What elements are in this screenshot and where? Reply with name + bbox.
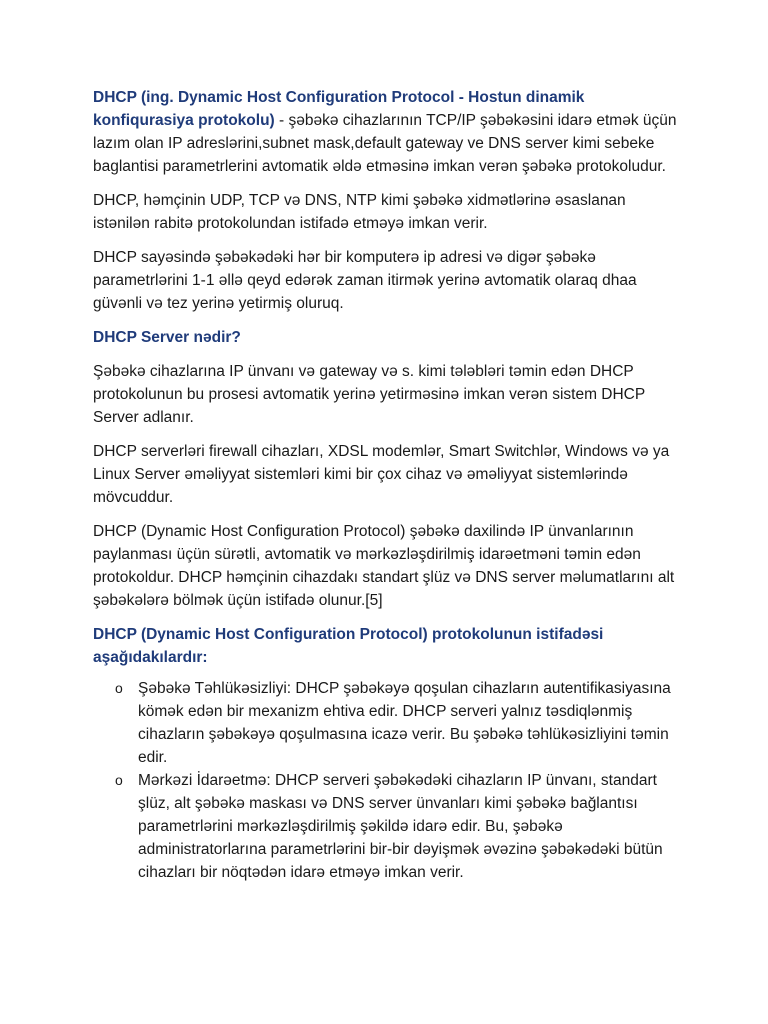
paragraph-benefits: DHCP sayəsində şəbəkədəki hər bir komputerə ip adresi və digər şəbəkə parametrlərini 1-1 əllə qeyd edərək zaman itirmək yerinə avtomatik olaraq dhaa güvənli və tez yerinə yetirmiş oluruq. <box>93 249 637 312</box>
paragraph-dhcp-summary: DHCP (Dynamic Host Configuration Protocol) şəbəkə daxilində IP ünvanlarının paylanması üçün sürətli, avtomatik və mərkəzləşdirilmiş idarəetməni təmin edən protokoldur. DHCP həmçinin cihazdakı standart şlüz və DNS server məlumatlarını alt şəbəkələrə bölmək üçün istifadə olunur.[5] <box>93 523 675 609</box>
paragraph-protocols: DHCP, həmçinin UDP, TCP və DNS, NTP kimi şəbəkə xidmətlərinə əsaslanan istənilən rabitə protokolundan istifadə etməyə imkan verir. <box>93 192 626 232</box>
document-page <box>93 86 683 884</box>
list-item <box>93 677 683 769</box>
circle-bullet-icon: o <box>115 772 123 788</box>
section-heading-uses: DHCP (Dynamic Host Configuration Protocol) protokolunun istifadəsi aşağıdakılardır: <box>93 626 604 666</box>
intro-heading: DHCP (ing. Dynamic Host Configuration Protocol - Hostun dinamik konfiqurasiya protokolu) <box>93 89 585 129</box>
circle-bullet-icon: o <box>115 680 123 696</box>
section-heading-dhcp-server: DHCP Server nədir? <box>93 329 241 346</box>
intro-paragraph <box>93 86 683 178</box>
uses-list <box>93 677 683 884</box>
list-item <box>93 769 683 884</box>
intro-text: - şəbəkə cihazlarının TCP/IP şəbəkəsini idarə etmək üçün lazım olan IP adreslərini,subnet mask,default gateway ve DNS server kimi sebeke baglantisi parametrlerini avtomatik əldə etməsinə imkan verən şəbəkə protokoludur. <box>93 112 677 175</box>
paragraph-server-devices: DHCP serverləri firewall cihazları, XDSL modemlər, Smart Switchlər, Windows və ya Linux Server əməliyyat sistemləri kimi bir çox cihaz və əməliyyat sistemlərində mövcuddur. <box>93 443 670 506</box>
list-item-text: Şəbəkə Təhlükəsizliyi: DHCP şəbəkəyə qoşulan cihazların autentifikasiyasına kömək edən bir mexanizm ehtiva edir. DHCP serveri yalnız təsdiqlənmiş cihazların şəbəkəyə qoşulmasına icazə verir. Bu şəbəkə təhlükəsizliyini təmin edir. <box>138 680 671 766</box>
paragraph-server-definition: Şəbəkə cihazlarına IP ünvanı və gateway və s. kimi tələbləri təmin edən DHCP protokolunun bu prosesi avtomatik yerinə yetirməsinə imkan verən sistem DHCP Server adlanır. <box>93 363 645 426</box>
list-item-text: Mərkəzi İdarəetmə: DHCP serveri şəbəkədəki cihazların IP ünvanı, standart şlüz, alt şəbəkə maskası və DNS server ünvanları kimi şəbəkə bağlantısı parametrlərini mərkəzləşdirilmiş şəkildə idarə edir. Bu, şəbəkə administratorlarına parametrlərini bir-bir dəyişmək əvəzinə şəbəkədəki bütün cihazları bir nöqtədən idarə etməyə imkan verir. <box>138 772 663 881</box>
